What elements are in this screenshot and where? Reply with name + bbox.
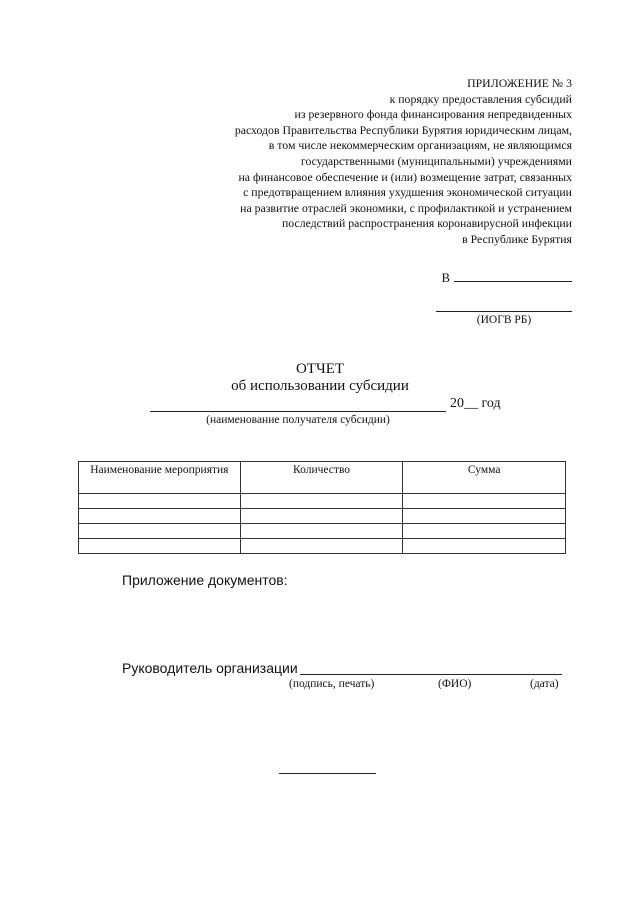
addressee-second-blank-line xyxy=(436,311,572,312)
appendix-line: на финансовое обеспечение и (или) возмещение затрат, связанных xyxy=(238,169,572,184)
table-cell[interactable] xyxy=(79,494,241,509)
caption-signature: (подпись, печать) xyxy=(289,678,375,690)
appendix-line: в Республике Бурятия xyxy=(462,231,572,246)
table-cell[interactable] xyxy=(403,524,566,539)
table-cell[interactable] xyxy=(403,539,566,554)
column-header-sum: Сумма xyxy=(403,462,566,494)
report-subtitle: об использовании субсидии xyxy=(231,378,409,394)
table-cell[interactable] xyxy=(403,494,566,509)
closing-separator-line xyxy=(279,773,376,774)
caption-date: (дата) xyxy=(530,678,559,690)
addressee-blank-line xyxy=(454,269,572,282)
addressee-caption: (ИОГВ РБ) xyxy=(476,314,532,326)
table-cell[interactable] xyxy=(79,524,241,539)
appendix-line: расходов Правительства Республики Бурятия юридическим лицам, xyxy=(234,122,572,137)
table-row xyxy=(79,509,566,524)
column-header-activity: Наименование мероприятия xyxy=(79,462,241,494)
table-row xyxy=(79,494,566,509)
signature-label: Руководитель организации xyxy=(122,660,298,676)
addressee-field xyxy=(442,269,572,286)
recipient-caption: (наименование получателя субсидии) xyxy=(206,414,390,426)
column-header-quantity: Количество xyxy=(240,462,403,494)
table-row xyxy=(79,539,566,554)
appendix-line: на развитие отраслей экономики, с профилактикой и устранением xyxy=(240,200,572,215)
table-cell[interactable] xyxy=(240,524,403,539)
table-cell[interactable] xyxy=(79,539,241,554)
report-title: ОТЧЕТ xyxy=(295,361,345,377)
table-cell[interactable] xyxy=(240,494,403,509)
table-header-row xyxy=(79,462,566,494)
appendix-line: последствий распространения коронавирусной инфекции xyxy=(281,216,572,231)
appendix-block xyxy=(172,76,572,248)
appendix-line: к порядку предоставления субсидий xyxy=(389,91,572,106)
attachments-label: Приложение документов: xyxy=(122,572,288,588)
table-cell[interactable] xyxy=(79,509,241,524)
recipient-blank-line xyxy=(150,411,446,412)
table-cell[interactable] xyxy=(240,539,403,554)
appendix-line: из резервного фонда финансирования непредвиденных xyxy=(294,107,572,122)
table-cell[interactable] xyxy=(403,509,566,524)
report-table xyxy=(78,461,566,554)
table-cell[interactable] xyxy=(240,509,403,524)
appendix-line: ПРИЛОЖЕНИЕ № 3 xyxy=(467,76,572,90)
caption-name: (ФИО) xyxy=(438,678,472,690)
addressee-prefix: В xyxy=(441,271,450,285)
appendix-line: государственными (муниципальными) учреждениями xyxy=(300,153,572,168)
report-year: 20__ год xyxy=(450,396,501,411)
appendix-line: с предотвращением влияния ухудшения экономической ситуации xyxy=(243,185,572,200)
appendix-line: в том числе некоммерческим организациям, не являющимся xyxy=(268,138,572,153)
signature-blank-line xyxy=(300,674,562,675)
table-row xyxy=(79,524,566,539)
